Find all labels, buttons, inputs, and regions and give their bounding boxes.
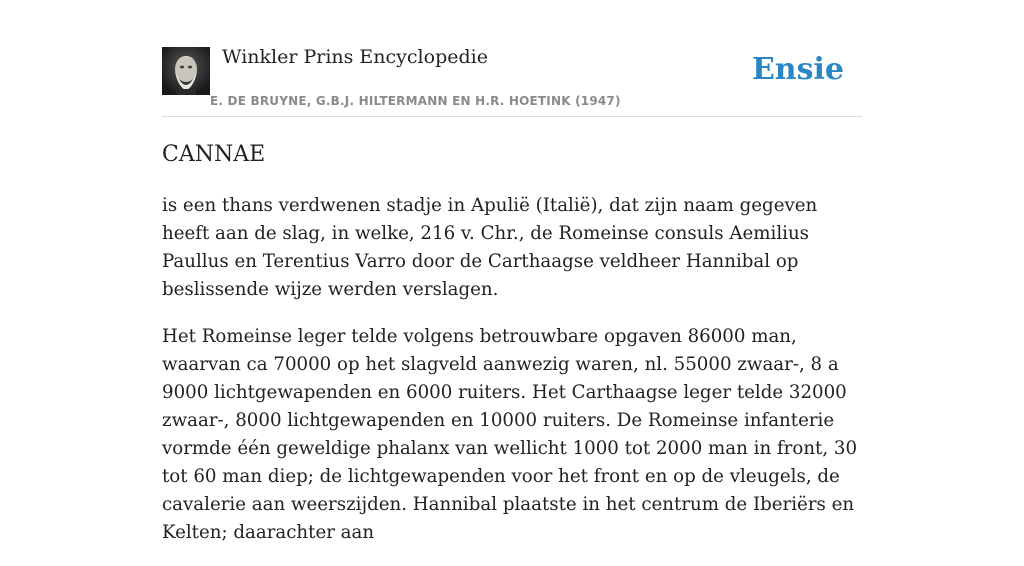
article-paragraph: Het Romeinse leger telde volgens betrouwbare opgaven 86000 man, waarvan ca 70000 op het slagveld aanwezig waren, nl. 55000 zwaar-, 8 a 9000 lichtgewapenden en 6000 ruiters. Het Carthaagse leger telde 32000 zwaar-, 8000 lichtgewapenden en 10000 ruiters. De Romeinse infanterie vormde één geweldige phalanx van wellicht 1000 tot 2000 man in front, 30 tot 60 man diep; de lichtgewapenden voor het front en op de vleugels, de cavalerie aan weerszijden. Hannibal plaatste in het centrum de Iberiërs en Kelten; daarachter aan <box>162 326 858 543</box>
article-paragraph: is een thans verdwenen stadje in Apulië (Italië), dat zijn naam gegeven heeft aan de slag, in welke, 216 v. Chr., de Romeinse consuls Aemilius Paullus en Terentius Varro door de Carthaagse veldheer Hannibal op beslissende wijze werden verslagen. <box>162 195 818 300</box>
bearded-man-portrait-icon <box>162 47 210 95</box>
page <box>162 0 862 543</box>
authors-credit: E. DE BRUYNE, G.B.J. HILTERMANN EN H.R. HOETINK (1947) <box>210 94 621 108</box>
header <box>162 0 862 117</box>
site-title[interactable]: Winkler Prins Encyclopedie <box>222 46 488 68</box>
article-title: CANNAE <box>162 142 266 167</box>
article-body <box>162 192 862 566</box>
brand-logo[interactable]: Ensie <box>751 52 844 87</box>
author-avatar <box>162 47 210 95</box>
